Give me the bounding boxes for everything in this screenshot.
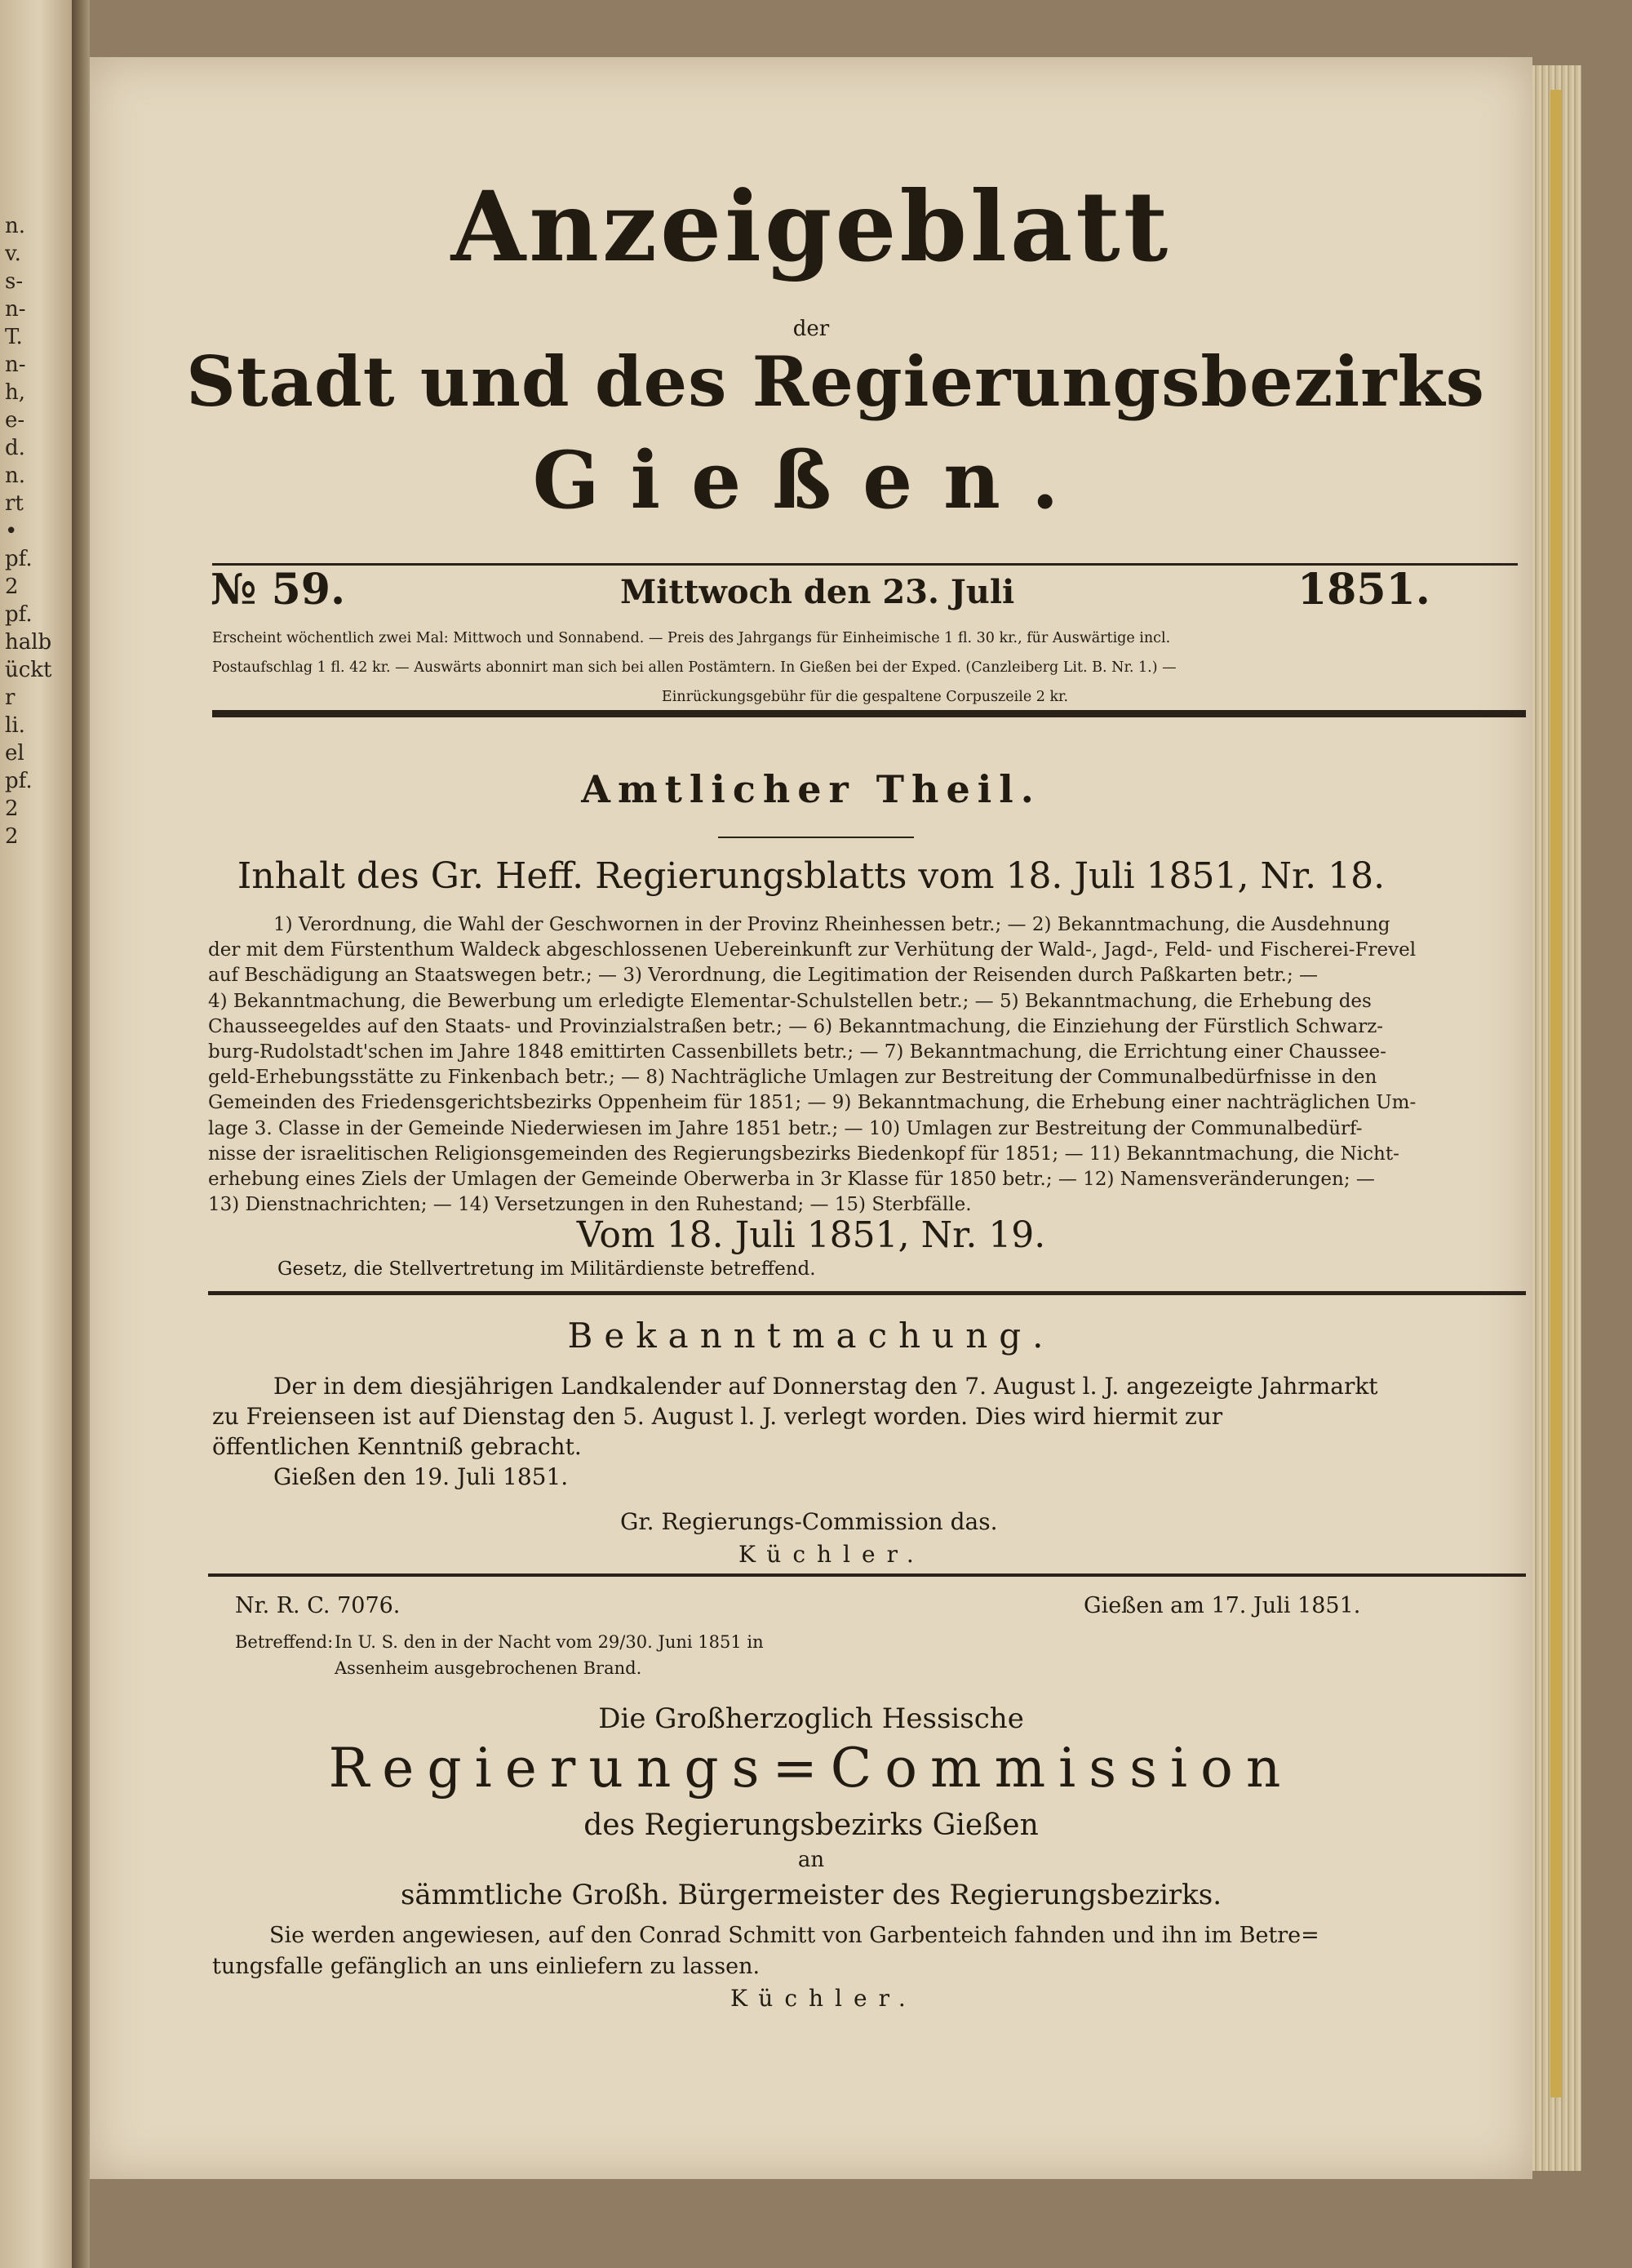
margin-fragment: d. [5, 436, 25, 460]
decree-issuer-main: Regierungs=Commission [328, 1737, 1294, 1800]
margin-fragment: n- [5, 297, 26, 322]
margin-fragment: s- [5, 269, 24, 294]
margin-fragment: n. [5, 464, 26, 488]
contents-list [208, 912, 1526, 1218]
margin-fragment: pf. [5, 547, 33, 571]
notice-body [212, 1371, 1526, 1492]
decree-subject-label: Betreffend: [235, 1632, 334, 1652]
contents-heading: Inhalt des Gr. Heff. Regierungsblatts vom 18. Juli 1851, Nr. 18. [237, 855, 1386, 897]
margin-fragment: h, [5, 380, 26, 405]
margin-fragment: pf. [5, 602, 33, 627]
masthead-city: Gießen. [532, 434, 1090, 526]
margin-fragment: n- [5, 353, 26, 377]
notice-signature: Küchler. [738, 1541, 925, 1568]
rule-before-notice [208, 1291, 1526, 1295]
margin-fragment: 2 [5, 797, 19, 821]
notice-line-1: Der in dem diesjährigen Landkalender auf Donnerstag den 7. August l. J. angezeigte Jahrmarkt [273, 1373, 1378, 1400]
masthead-subtitle: Stadt und des Regierungsbezirks [186, 341, 1485, 422]
notice-title: Bekanntmachung. [567, 1316, 1055, 1356]
contents-line: geld-Erhebungsstätte zu Finkenbach betr.; — 8) Nachträgliche Umlagen zur Bestreitung der Communalbedürfnisse in den [208, 1067, 1377, 1089]
decree-reference: Nr. R. C. 7076. [235, 1593, 401, 1618]
decree-body-line-1: Sie werden angewiesen, auf den Conrad Schmitt von Garbenteich fahnden und ihn im Betre= [269, 1923, 1319, 1948]
issue-date: Mittwoch den 23. Juli [620, 573, 1015, 611]
margin-fragment: e- [5, 408, 25, 433]
left-margin-fragments [5, 212, 62, 850]
contents-line: auf Beschädigung an Staatswegen betr.; — 3) Verordnung, die Legitimation der Reisenden durch Paßkarten betr.; — [208, 965, 1319, 987]
margin-fragment: rt [5, 491, 24, 516]
decree-an: an [797, 1848, 825, 1872]
issue-year: 1851. [1297, 565, 1430, 615]
contents-line: Gemeinden des Friedensgerichtsbezirks Oppenheim für 1851; — 9) Bekanntmachung, die Erhebung einer nachträglichen Um- [208, 1092, 1417, 1114]
contents-line: nisse der israelitischen Religionsgemeinden des Regierungsbezirks Biedenkopf für 1851; — 11) Bekanntmachung, die Nicht- [208, 1143, 1399, 1165]
notice-place-date: Gießen den 19. Juli 1851. [273, 1463, 569, 1490]
margin-fragment: li. [5, 713, 25, 738]
decree-subject-line-2: Assenheim ausgebrochenen Brand. [335, 1658, 642, 1678]
margin-fragment: T. [5, 325, 23, 349]
masthead-title: Anzeigeblatt [450, 170, 1172, 283]
contents-line: Chausseegeldes auf den Staats- und Provinzialstraßen betr.; — 6) Bekanntmachung, die Einziehung der Fürstlich Schwarz- [208, 1015, 1384, 1037]
book-gutter [72, 0, 90, 2268]
margin-fragment: halb [5, 630, 52, 655]
issue-number: № 59. [211, 565, 346, 615]
contents-line: erhebung eines Ziels der Umlagen der Gemeinde Oberwerba in 3r Klasse für 1850 betr.; — 12) Namensveränderungen; — [208, 1169, 1375, 1191]
margin-fragment: ückt [5, 658, 52, 682]
decree-place-date: Gießen am 17. Juli 1851. [1084, 1593, 1361, 1618]
contents-line: 4) Bekanntmachung, die Bewerbung um erledigte Elementar-Schulstellen betr.; — 5) Bekanntmachung, die Erhebung des [208, 990, 1372, 1012]
rule-before-decree [208, 1573, 1526, 1577]
section-official-title: Amtlicher Theil. [581, 767, 1041, 811]
newspaper-page [90, 57, 1532, 2179]
second-line: Gesetz, die Stellvertretung im Militärdienste betreffend. [277, 1258, 816, 1280]
margin-fragment: 2 [5, 824, 19, 849]
contents-line: burg-Rudolstadt'schen im Jahre 1848 emittirten Cassenbillets betr.; — 7) Bekanntmachung, die Errichtung einer Chaussee- [208, 1041, 1386, 1063]
contents-line: 13) Dienstnachrichten; — 14) Versetzungen in den Ruhestand; — 15) Sterbfälle. [208, 1194, 972, 1216]
contents-line: der mit dem Fürstenthum Waldeck abgeschlossenen Uebereinkunft zur Verhütung der Wald-, Jagd-, Feld- und Fischerei-Frevel [208, 939, 1417, 961]
margin-fragment: • [5, 519, 18, 544]
margin-fragment: v. [5, 242, 21, 266]
contents-line: lage 3. Classe in der Gemeinde Niederwiesen im Jahre 1851 betr.; — 10) Umlagen zur Bestreitung der Communalbedürf- [208, 1117, 1363, 1139]
subscription-line-2: Postaufschlag 1 fl. 42 kr. — Auswärts abonnirt man sich bei allen Postämtern. In Gießen bei der Exped. (Canzleiberg Lit. B. Nr. 1.) — [212, 659, 1177, 676]
contents-line: 1) Verordnung, die Wahl der Geschwornen in der Provinz Rheinhessen betr.; — 2) Bekanntmachung, die Ausdehnung [273, 914, 1390, 935]
decree-subject-line-1: In U. S. den in der Nacht vom 29/30. Juni 1851 in [335, 1632, 764, 1652]
subscription-line-1: Erscheint wöchentlich zwei Mal: Mittwoch und Sonnabend. — Preis des Jahrgangs für Einheimische 1 fl. 30 kr., für Auswärtige incl. [212, 630, 1171, 646]
decree-issuer-line-1: Die Großherzoglich Hessische [598, 1702, 1024, 1735]
margin-fragment: 2 [5, 575, 19, 599]
margin-fragment: el [5, 741, 24, 766]
decree-issuer-line-2: des Regierungsbezirks Gießen [583, 1809, 1039, 1842]
notice-authority: Gr. Regierungs-Commission das. [620, 1508, 998, 1535]
margin-fragment: pf. [5, 769, 33, 793]
decree-body-line-2: tungsfalle gefänglich an uns einliefern zu lassen. [212, 1954, 761, 1979]
notice-line-2: zu Freienseen ist auf Dienstag den 5. August l. J. verlegt worden. Dies wird hiermit zur [212, 1403, 1223, 1430]
left-facing-page [0, 0, 72, 2268]
header-thick-rule [212, 710, 1526, 717]
section-short-rule [718, 837, 914, 838]
second-heading: Vom 18. Juli 1851, Nr. 19. [576, 1214, 1046, 1256]
decree-recipients: sämmtliche Großh. Bürgermeister des Regierungsbezirks. [400, 1879, 1222, 1911]
decree-signature: Küchler. [730, 1985, 917, 2012]
notice-line-3: öffentlichen Kenntniß gebracht. [212, 1433, 582, 1460]
subscription-line-3: Einrückungsgebühr für die gespaltene Corpuszeile 2 kr. [661, 689, 1069, 705]
margin-fragment: n. [5, 214, 26, 238]
margin-fragment: r [5, 686, 16, 710]
masthead-der: der [792, 317, 830, 341]
